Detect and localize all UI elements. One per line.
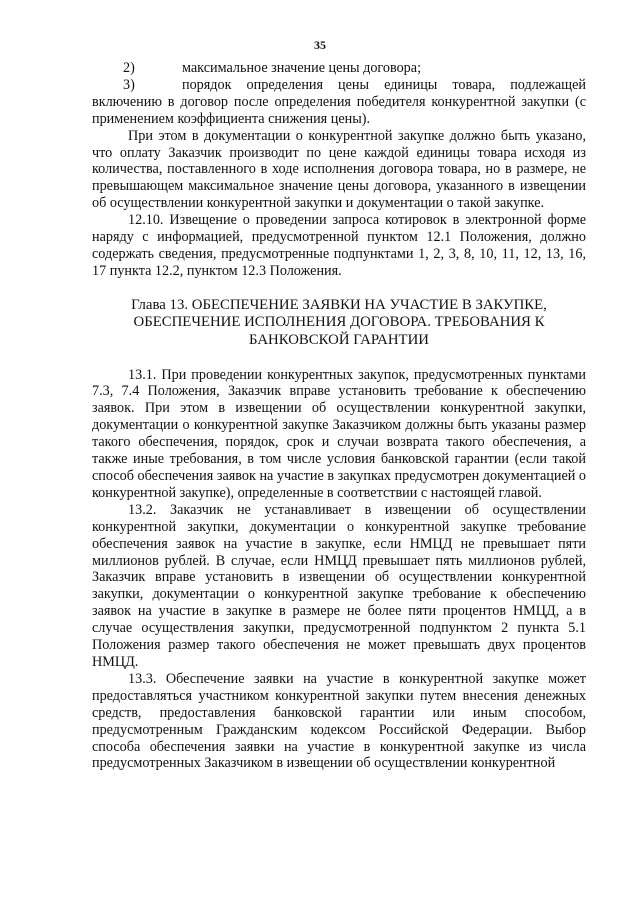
- paragraph: 12.10. Извещение о проведении запроса котировок в электронной форме наряду с информацией, предусмотренной пунктом 12.1 Положения, должно содержать сведения, предусмотренные подпунктами 1, 2, 3, 8, 10, 11, 12, 13, 16, 17 пункта 12.2, пунктом 12.3 Положения.: [92, 212, 586, 279]
- document-body: [92, 60, 586, 772]
- chapter-heading: [92, 297, 586, 350]
- paragraph: 13.2. Заказчик не устанавливает в извещении об осуществлении конкурентной закупки, документации о конкурентной закупке требование обеспечения заявок на участие в закупке, если НМЦД не превышает пяти миллионов рублей. В случае, если НМЦД превышает пять миллионов рублей, Заказчик вправе установить в извещении об осуществлении конкурентной закупки, документации о конкурентной закупке требование к обеспечению заявок на участие в закупке в размере не более пяти процентов НМЦД, а в случае осуществления закупки, предусмотренной подпунктом 2 пункта 5.1 Положения размер такого обеспечения не может превышать двух процентов НМЦД.: [92, 501, 586, 670]
- paragraph: 13.1. При проведении конкурентных закупок, предусмотренных пунктами 7.3, 7.4 Положения, Заказчик вправе установить требование к обеспечению заявок. При этом в извещении об осуществлении конкурентной закупки, документации о конкурентной закупке Заказчиком должны быть указаны размер такого обеспечения, порядок, срок и случаи возврата такого обеспечения, а также иные требования, в том числе условия банковской гарантии (если такой способ обеспечения заявок на участие в закупках предусмотрен документацией о конкурентной закупке), определенные в соответствии с настоящей главой.: [92, 366, 586, 501]
- paragraph: При этом в документации о конкурентной закупке должно быть указано, что оплату Заказчик производит по цене каждой единицы товара исходя из количества, поставленного в ходе исполнения договора товара, но в размере, не превышающем максимальное значение цены договора, указанного в извещении об осуществлении конкурентной закупки и документации о такой закупке.: [92, 127, 586, 212]
- list-item-text: порядок определения цены единицы товара, подлежащей включению в договор после определения победителя конкурентной закупки (с применением коэффициента снижения цены).: [92, 76, 586, 127]
- list-item-text: максимальное значение цены договора;: [182, 60, 422, 76]
- chapter-heading-line: Глава 13. ОБЕСПЕЧЕНИЕ ЗАЯВКИ НА УЧАСТИЕ В ЗАКУПКЕ,: [131, 296, 547, 313]
- list-item: [92, 77, 586, 128]
- list-item-number: 3): [123, 76, 135, 93]
- paragraph: 13.3. Обеспечение заявки на участие в конкурентной закупке может предоставляться участником конкурентной закупки путем внесения денежных средств, предоставления банковской гарантии или иным способом, предусмотренным Гражданским кодексом Российской Федерации. Выбор способа обеспечения заявки на участие в конкурентной закупке из числа предусмотренных Заказчиком в извещении об осуществлении конкурентной: [92, 670, 586, 772]
- list-item: [92, 60, 586, 77]
- chapter-heading-line: ОБЕСПЕЧЕНИЕ ИСПОЛНЕНИЯ ДОГОВОРА. ТРЕБОВАНИЯ К: [133, 314, 545, 331]
- list-item-number: 2): [123, 60, 135, 76]
- chapter-heading-line: БАНКОВСКОЙ ГАРАНТИИ: [249, 331, 429, 348]
- page-number: 35: [314, 38, 326, 52]
